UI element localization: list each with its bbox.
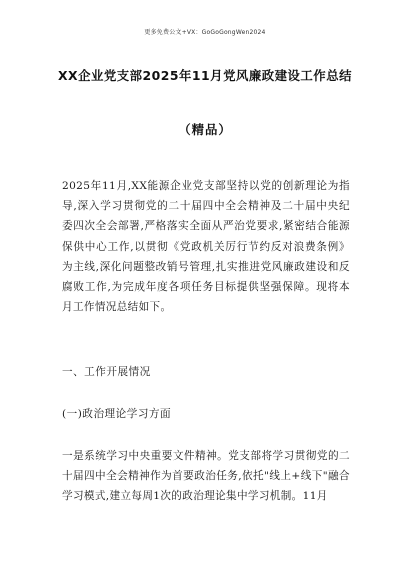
document-subtitle: （精品）	[178, 122, 232, 137]
section-heading: 一、工作开展情况	[62, 366, 151, 378]
header-note: 更多免费公文+VX：GoGoGongWen2024	[144, 29, 266, 36]
intro-paragraph: 2025年11月,XX能源企业党支部坚持以党的创新理论为指导,深入学习贯彻党的二十届四中全会精神及二十届中央纪委四次全会部署,严格落实全面从严治党要求,紧密结合能源保供中心工作,以贯彻《党政机关厉行节约反对浪费条例》为主线,深化问题整改销号管理,扎实推进党风廉政建设和反腐败工作,为完成年度各项任务目标提供坚强保障。现将本月工作情况总结如下。	[62, 180, 350, 314]
section-paragraph: 一是系统学习中央重要文件精神。党支部将学习贯彻党的二十届四中全会精神作为首要政治任务,依托"线上+线下"融合学习模式,建立每周1次的政治理论集中学习机制。11月	[62, 450, 350, 503]
document-title: XX企业党支部2025年11月党风廉政建设工作总结	[58, 68, 352, 83]
subsection-heading: (一)政治理论学习方面	[62, 408, 172, 420]
